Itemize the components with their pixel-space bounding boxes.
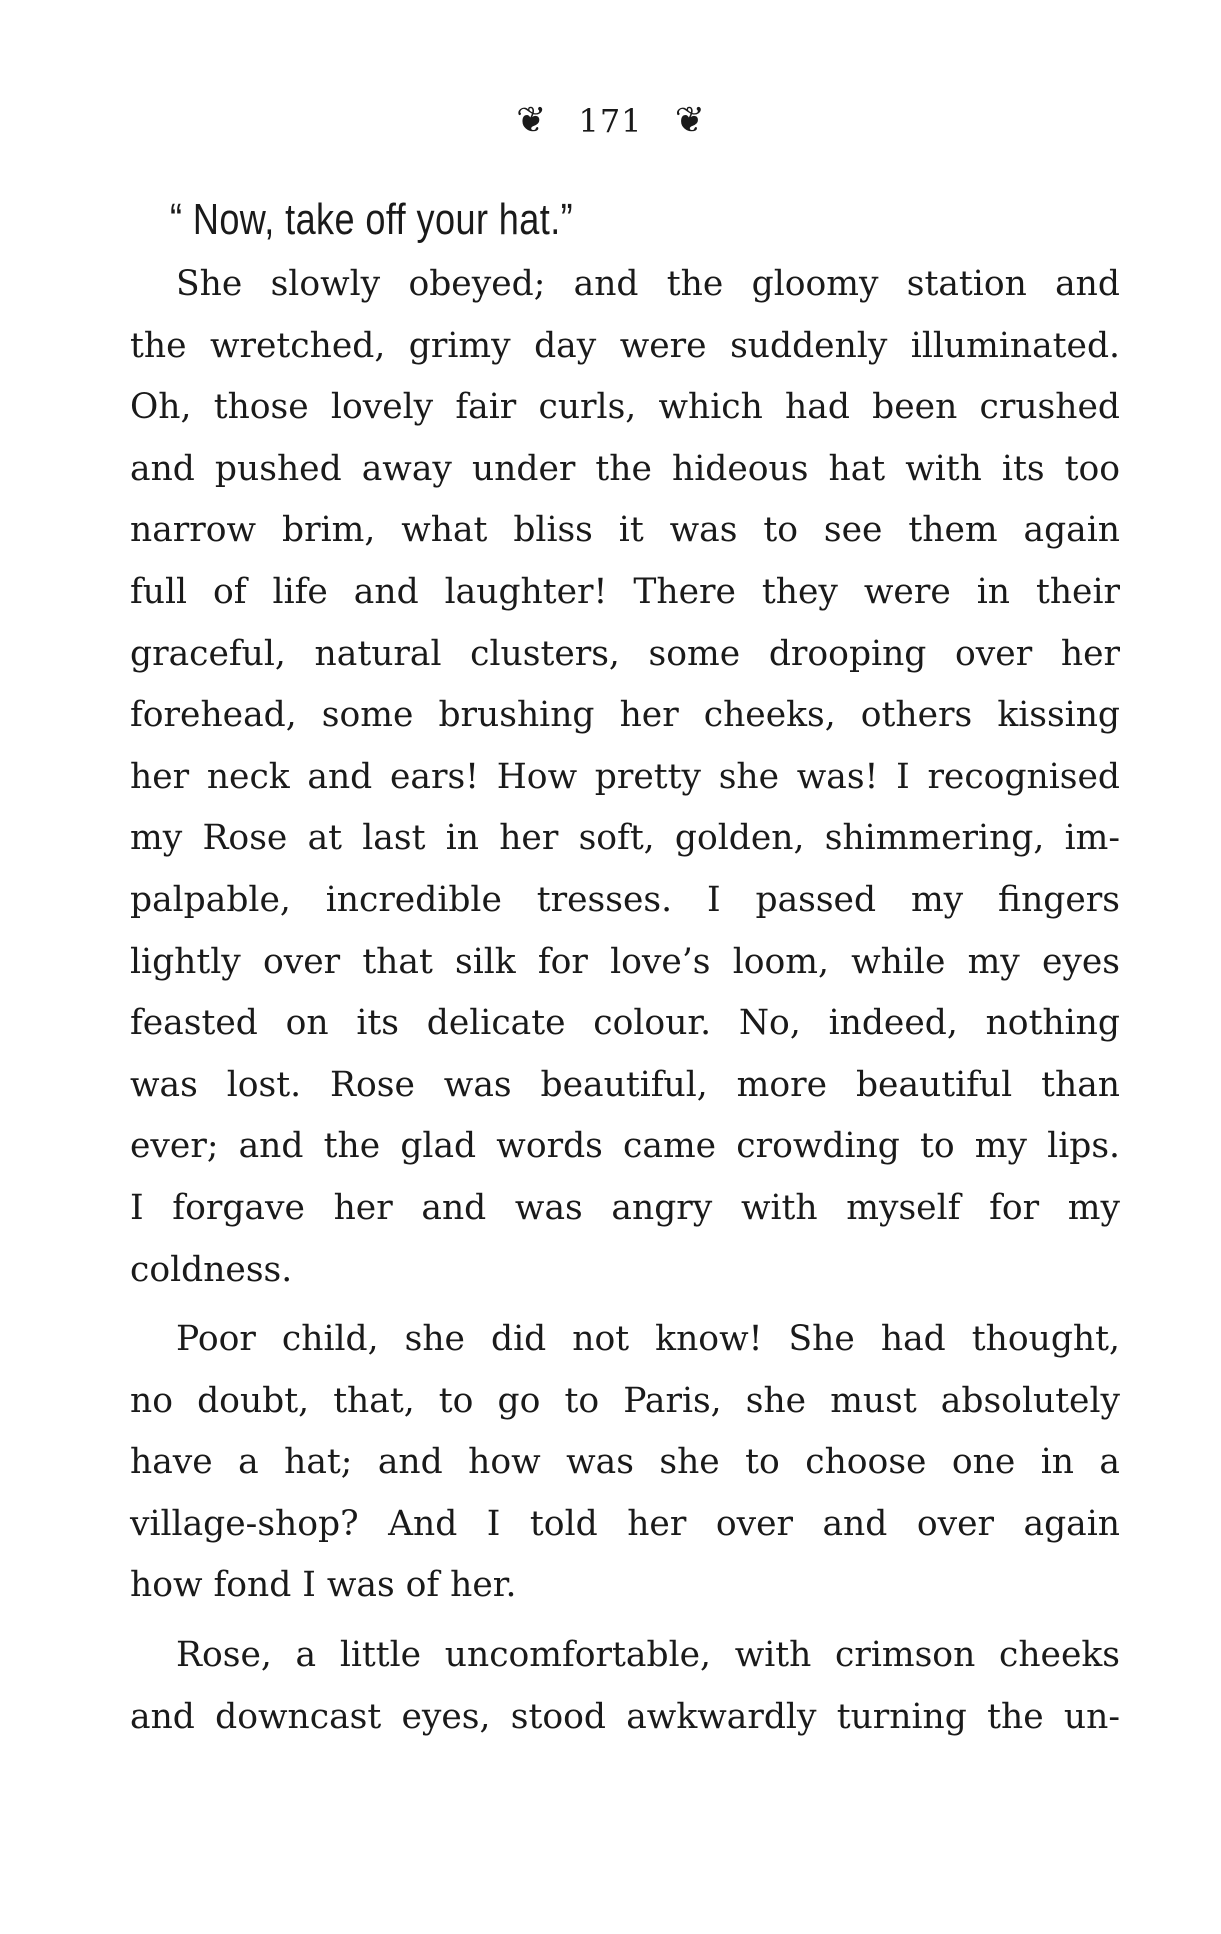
- text-line: have a hat; and how was she to choose one in a: [130, 1442, 1120, 1483]
- text-line: no doubt, that, to go to Paris, she must absolutely: [130, 1380, 1120, 1421]
- text-line: Poor child, she did not know! She had thought,: [176, 1319, 1120, 1360]
- text-line: graceful, natural clusters, some drooping over her: [130, 633, 1120, 674]
- text-line: Oh, those lovely fair curls, which had been crushed: [130, 387, 1120, 428]
- text-line: was lost. Rose was beautiful, more beautiful than: [130, 1064, 1120, 1105]
- page-number: 171: [578, 101, 643, 140]
- paragraph-3: [130, 1625, 1120, 1748]
- text-line: village-shop? And I told her over and over again: [130, 1503, 1120, 1544]
- page-header: [0, 98, 1221, 141]
- ornament-right-icon: ❦: [674, 99, 705, 141]
- text-line: her neck and ears! How pretty she was! I recognised: [130, 756, 1120, 797]
- paragraph-2: [130, 1309, 1120, 1617]
- text-line: feasted on its delicate colour. No, indeed, nothing: [130, 1003, 1120, 1044]
- text-line: lightly over that silk for love’s loom, while my eyes: [130, 941, 1120, 982]
- text-line: ever; and the glad words came crowding to my lips.: [130, 1126, 1120, 1167]
- text-line: and downcast eyes, stood awkwardly turning the un-: [130, 1696, 1120, 1737]
- text-line: full of life and laughter! There they were in their: [130, 571, 1120, 612]
- body-text: [130, 254, 1120, 1748]
- text-line: my Rose at last in her soft, golden, shimmering, im-: [130, 818, 1120, 859]
- text-line: Rose, a little uncomfortable, with crimson cheeks: [176, 1635, 1120, 1676]
- text-line: She slowly obeyed; and the gloomy station and: [176, 264, 1120, 304]
- text-line: and pushed away under the hideous hat with its too: [130, 448, 1120, 489]
- paragraph-1: [130, 254, 1120, 1301]
- text-line: forehead, some brushing her cheeks, others kissing: [130, 695, 1120, 736]
- text-line: narrow brim, what bliss it was to see them again: [130, 510, 1120, 551]
- text-line: coldness.: [130, 1249, 293, 1290]
- text-line: how fond I was of her.: [130, 1565, 517, 1606]
- text-line: palpable, incredible tresses. I passed my fingers: [130, 879, 1120, 920]
- text-line: the wretched, grimy day were suddenly illuminated.: [130, 325, 1120, 366]
- quoted-line: “ Now, take off your hat.”: [170, 195, 574, 244]
- ornament-left-icon: ❦: [516, 99, 547, 141]
- text-line: I forgave her and was angry with myself for my: [130, 1187, 1120, 1228]
